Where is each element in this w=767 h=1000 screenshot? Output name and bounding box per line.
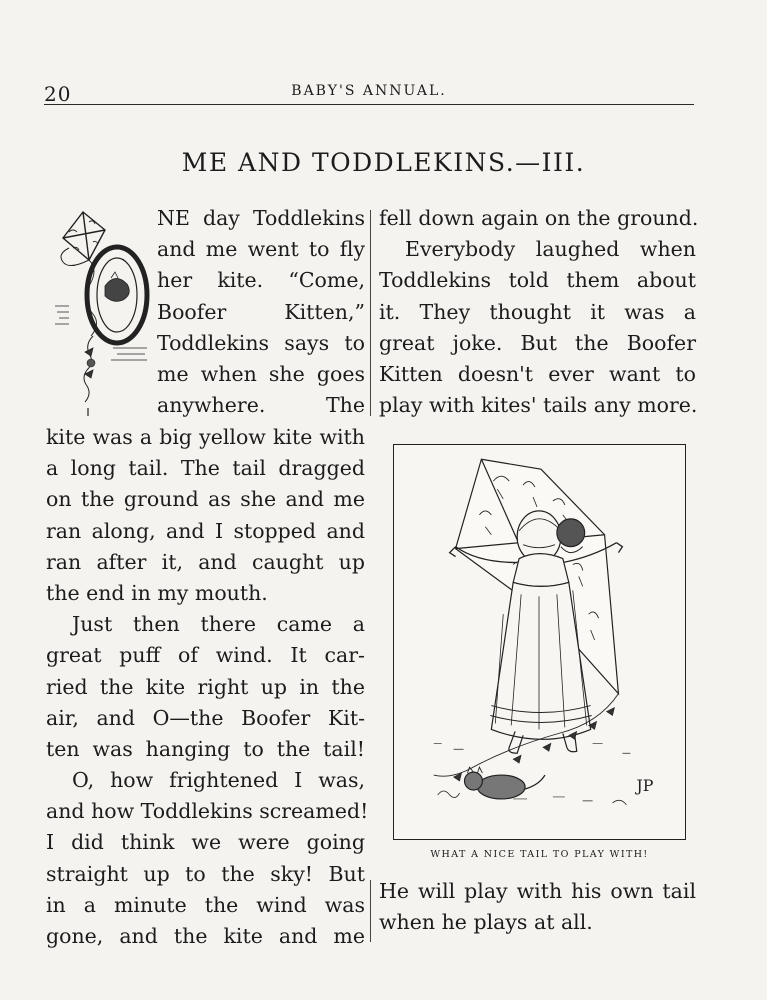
text-line: I did think we were going	[46, 830, 365, 855]
text-line: the end in my mouth.	[46, 580, 268, 605]
decorated-initial-kite	[55, 208, 150, 418]
text-line: ran along, and I stopped and	[46, 518, 365, 543]
text-line: when he plays at all.	[379, 910, 593, 935]
text-line: He will play with his own tail	[379, 879, 696, 903]
text-line: play with kites' tails any more.	[379, 393, 698, 418]
header-rule	[44, 104, 694, 105]
text-line: ran after it, and caught up	[46, 549, 365, 574]
text-line: NE day Toddlekins	[157, 206, 365, 230]
text-line: great puff of wind. It car-	[46, 643, 365, 668]
column-left-body	[46, 422, 369, 952]
text-line: and how Toddlekins screamed!	[46, 799, 369, 824]
running-head: BABY'S ANNUAL.	[291, 83, 447, 99]
text-line: a long tail. The tail dragged	[46, 456, 365, 481]
artist-monogram: JP	[636, 775, 654, 795]
text-line: it. They thought it was a	[379, 299, 696, 324]
text-line: her kite. “Come,	[157, 268, 365, 293]
column-separator	[370, 210, 371, 416]
text-line: me when she goes	[157, 361, 365, 386]
column-separator	[370, 880, 371, 942]
column-right-bottom	[379, 876, 696, 938]
text-line: on the ground as she and me	[46, 487, 365, 512]
text-line: great joke. But the Boofer	[379, 330, 696, 355]
text-line: Kitten doesn't ever want to	[379, 361, 696, 386]
text-line: and me went to fly	[157, 237, 365, 262]
text-line: Just then there came a	[72, 612, 365, 637]
kite-girl-illustration	[393, 444, 686, 840]
text-line: kite was a big yellow kite with	[46, 425, 365, 449]
text-line: air, and O—the Boofer Kit-	[46, 705, 365, 730]
text-line: ried the kite right up in the	[46, 674, 365, 699]
page-number: 20	[44, 82, 72, 106]
illustration-caption: WHAT A NICE TAIL TO PLAY WITH!	[430, 849, 649, 860]
text-line: Toddlekins says to	[157, 330, 365, 355]
text-line: Boofer Kitten,”	[157, 299, 365, 324]
text-line: straight up to the sky! But	[46, 861, 365, 886]
text-line: ten was hanging to the tail!	[46, 736, 365, 761]
text-line: anywhere. The	[157, 393, 365, 418]
text-line: fell down again on the ground.	[379, 206, 699, 230]
text-line: gone, and the kite and me	[46, 924, 365, 948]
story-title: ME AND TODDLEKINS.—III.	[181, 148, 586, 177]
text-line: in a minute the wind was	[46, 892, 365, 917]
text-line: O, how frightened I was,	[72, 768, 365, 793]
drop-cap-letter: O	[117, 308, 118, 309]
text-line: Toddlekins told them about	[379, 268, 696, 293]
column-right-top	[379, 203, 699, 421]
text-line: Everybody laughed when	[405, 237, 696, 262]
column-left-beside-initial	[157, 203, 365, 421]
